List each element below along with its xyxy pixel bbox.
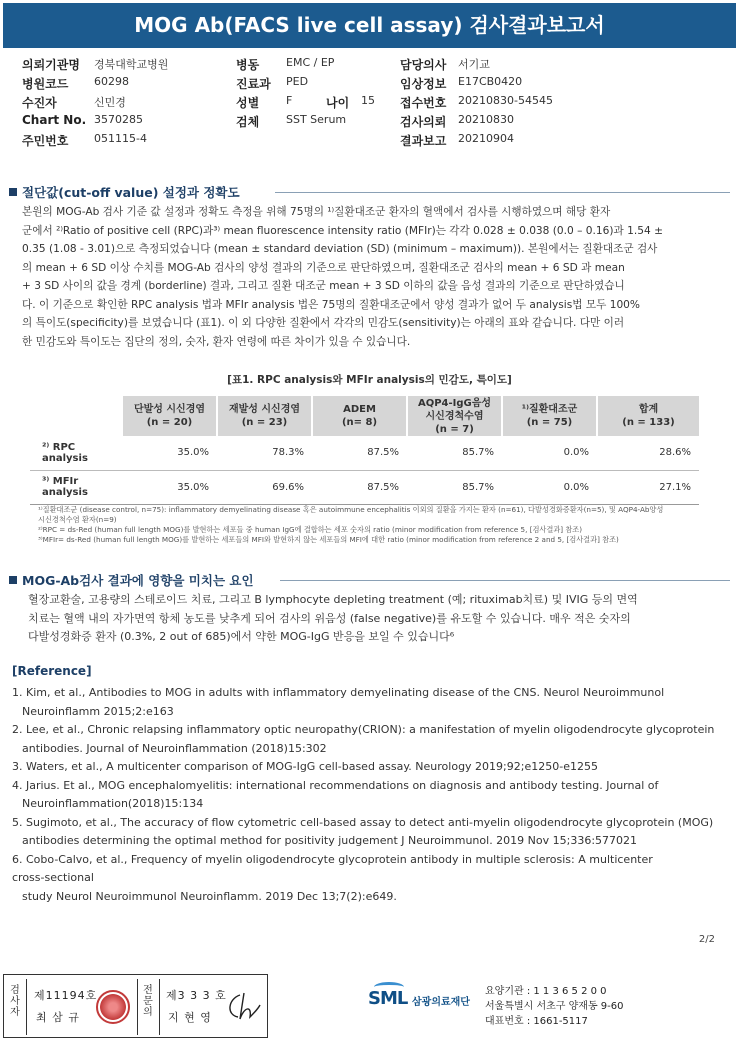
header-line: 합계 <box>638 404 659 415</box>
info-value: 3570285 <box>94 113 143 126</box>
reference-line: Neuroinflammation(2018)15:134 <box>22 797 204 810</box>
table-cell: 78.3% <box>217 436 312 470</box>
info-label: 접수번호 <box>400 96 447 110</box>
header-line: ¹⁾질환대조군 <box>521 404 578 415</box>
info-label: 수진자 <box>22 96 57 110</box>
section2-paragraph <box>28 591 722 647</box>
specialist-label <box>141 985 155 1018</box>
header-line: (n= 8) <box>341 417 378 428</box>
table-cell: 85.7% <box>407 470 502 504</box>
table-cell: 87.5% <box>312 470 407 504</box>
info-label: 담당의사 <box>400 58 447 72</box>
table-cell: 27.1% <box>597 470 699 504</box>
table-footnotes <box>38 505 718 545</box>
signature-box <box>3 974 268 1038</box>
reference-heading: [Reference] <box>12 664 92 678</box>
info-value: 20210904 <box>458 132 514 145</box>
paragraph-line: 의 mean + 6 SD 이상 수치를 MOG-Ab 검사의 양성 결과의 기준으로 판단하였으며, 질환대조군 검사의 mean + 6 SD 과 mean <box>22 261 625 274</box>
age-label: 나이 <box>326 96 350 110</box>
page-number: 2/2 <box>698 934 715 945</box>
reference-line: 6. Cobo-Calvo, et al., Frequency of myelin oligodendrocyte glycoprotein antibody in multiple sclerosis: A multicenter <box>12 852 653 866</box>
specialist-name: 지 현 영 <box>168 1011 212 1024</box>
reference-line: 1. Kim, et al., Antibodies to MOG in adults with inflammatory demyelinating disease of the CNS. Neurol Neuroimmunol <box>12 686 665 699</box>
table-header <box>217 396 312 436</box>
table-cell: 28.6% <box>597 436 699 470</box>
handwritten-signature-icon <box>224 989 264 1025</box>
reference-line: Neuroinflamm 2015;2:e163 <box>22 704 174 718</box>
info-label: 검사의뢰 <box>400 115 447 129</box>
reference-line: study Neurol Neuroimmunol Neuroinflamm. 2019 Dec 13;7(2):e649. <box>22 889 397 903</box>
info-row <box>22 132 722 151</box>
info-label: 결과보고 <box>400 134 447 148</box>
examiner-name: 최 삼 규 <box>36 1011 80 1024</box>
header-line: (n = 7) <box>435 423 474 435</box>
table-corner <box>30 396 122 436</box>
contact-info <box>485 984 624 1029</box>
info-value: 60298 <box>94 75 129 88</box>
specialist-license: 제3 3 3 호 <box>166 989 227 1002</box>
header-line: 재발성 시신경염 <box>228 404 301 415</box>
info-value: 051115-4 <box>94 132 147 145</box>
table-header <box>407 396 502 436</box>
footnote: 시신경척수염 환자(n=9) <box>38 515 117 524</box>
header-line: ADEM <box>343 404 376 415</box>
vertical-label-text: 검사자 <box>10 985 20 1018</box>
table-row <box>30 436 699 470</box>
section-heading-cutoff <box>9 183 240 201</box>
row-label: ²⁾ RPC analysis <box>30 436 122 470</box>
info-label: 병원코드 <box>22 77 69 91</box>
info-label: Chart No. <box>22 113 87 127</box>
section-divider <box>275 192 730 193</box>
examiner-license: 제11194호 <box>34 989 98 1002</box>
table-cell: 0.0% <box>502 436 597 470</box>
section-divider <box>280 580 730 581</box>
contact-line: 요양기관 : 1 1 3 6 5 2 0 0 <box>485 986 607 997</box>
info-label: 성별 <box>236 96 260 110</box>
paragraph-line: 치료는 혈액 내의 자가면역 항체 농도를 낮추게 되어 검사의 위음성 (false negative)를 유도할 수 있습니다. 매우 적은 숫자의 <box>28 611 631 625</box>
reference-line: 4. Jarius. Et al., MOG encephalomyelitis: international recommendations on diagnosis and antibody testing. Journal of <box>12 778 659 792</box>
signature-divider <box>159 979 160 1035</box>
paragraph-line: 군에서 ²⁾Ratio of positive cell (RPC)과³⁾ mean fluorescence intensity ratio (MFIr)는 각각 0.028 ± 0.038 (0.0 – 0.16)과 1.54 ± <box>22 224 663 237</box>
footnote: ¹⁾질환대조군 (disease control, n=75): inflammatory demyelinating disease 혹은 autoimmune encephalitis 이외의 질환을 가지는 환자 (n=61), 다발성경화증환자(n=5), 및 AQP4-Ab양성 <box>38 505 664 514</box>
info-label: 의뢰기관명 <box>22 58 80 72</box>
table-header-row <box>30 396 699 436</box>
info-row <box>22 113 722 132</box>
table-cell: 35.0% <box>122 470 217 504</box>
info-value: SST Serum <box>286 113 347 126</box>
contact-line: 서울특별시 서초구 양재동 9-60 <box>485 1001 624 1012</box>
paragraph-line: 한 민감도와 특이도는 집단의 정의, 숫자, 환자 연령에 따른 차이가 있을 수 있습니다. <box>22 335 411 348</box>
table-header <box>312 396 407 436</box>
info-label: 임상정보 <box>400 77 447 91</box>
paragraph-line: 0.35 (1.08 - 3.01)으로 측정되었습니다 (mean ± standard deviation (SD) (minimum – maximum)). 본원에서는 질환대조군 검사 <box>22 243 658 255</box>
info-value: 서기교 <box>458 58 490 71</box>
age-value: 15 <box>361 94 375 107</box>
signature-divider <box>137 979 138 1035</box>
paragraph-line: + 3 SD 사이의 값을 경계 (borderline) 결과, 그리고 질환 대조군 mean + 3 SD 이하의 값을 음성 결과의 기준으로 판단하였습니 <box>22 280 625 292</box>
bullet-square-icon <box>9 188 17 196</box>
report-title: MOG Ab(FACS live cell assay) 검사결과보고서 <box>134 13 605 37</box>
sml-logo <box>368 980 486 1024</box>
info-value: 20210830-54545 <box>458 94 553 107</box>
section1-paragraph <box>22 203 719 351</box>
section-heading-factors <box>9 571 254 589</box>
signature-divider <box>26 979 27 1035</box>
row-label: ³⁾ MFIr analysis <box>30 470 122 504</box>
reference-line: 2. Lee, et al., Chronic relapsing inflammatory optic neuropathy(CRION): a manifestation of myelin oligodendrocyte glycoprotein <box>12 723 715 736</box>
header-line: (n = 23) <box>241 417 288 428</box>
info-value: PED <box>286 75 309 88</box>
logo-org-name: 삼광의료재단 <box>412 997 470 1008</box>
examiner-label <box>8 985 22 1018</box>
paragraph-line: 혈장교환술, 고용량의 스테로이드 치료, 그리고 B lymphocyte depleting treatment (예; rituximab치료) 및 IVIG 등의 면역 <box>28 593 638 606</box>
table-header <box>122 396 217 436</box>
info-value: 경북대학교병원 <box>94 58 169 71</box>
info-label: 검체 <box>236 115 260 129</box>
info-value: 20210830 <box>458 113 514 126</box>
paragraph-line: 본원의 MOG-Ab 검사 기준 값 설정과 정확도 측정을 위해 75명의 ¹⁾질환대조군 환자의 혈액에서 검사를 시행하였으며 해당 환자 <box>22 206 611 218</box>
info-label: 병동 <box>236 58 260 72</box>
header-line: AQP4-IgG음성 <box>417 397 492 409</box>
info-label: 진료과 <box>236 77 271 91</box>
reference-line: cross-sectional <box>12 871 94 884</box>
header-line: 시신경척수염 <box>425 410 484 422</box>
info-value: F <box>286 94 293 107</box>
table-cell: 69.6% <box>217 470 312 504</box>
table-cell: 85.7% <box>407 436 502 470</box>
footnote: ³⁾MFIr= ds-Red (human full length MOG)를 발현하는 세포들의 MFI와 발현하지 않는 세포들의 MFI에 대한 ratio (minor modification from reference 2 and 5, [검사결과] 참조) <box>38 535 619 544</box>
section-heading-text: MOG-Ab검사 결과에 영향을 미치는 요인 <box>22 573 254 588</box>
report-title-bar <box>3 3 736 48</box>
info-label: 주민번호 <box>22 134 69 148</box>
table-header <box>597 396 699 436</box>
reference-list <box>12 684 727 906</box>
table-cell: 0.0% <box>502 470 597 504</box>
info-row <box>22 56 722 75</box>
header-line: 단발성 시신경염 <box>133 404 206 415</box>
section-heading-text: 절단값(cut-off value) 설정과 정확도 <box>22 185 240 200</box>
table-row <box>30 470 699 504</box>
table-title: [표1. RPC analysis와 MFIr analysis의 민감도, 특이도] <box>227 374 512 386</box>
header-line: (n = 20) <box>146 417 193 428</box>
paragraph-line: 다발성경화증 환자 (0.3%, 2 out of 685)에서 약한 MOG-IgG 반응을 보일 수 있습니다⁶ <box>28 630 455 643</box>
table-cell: 35.0% <box>122 436 217 470</box>
footnote: ²⁾RPC = ds-Red (human full length MOG)를 발현하는 세포들 중 human IgG에 결합하는 세포 숫자의 ratio (minor modification from reference 5, [검사결과] 참조) <box>38 525 583 534</box>
info-row <box>22 94 722 113</box>
header-line: (n = 133) <box>622 417 675 428</box>
seal-stamp-icon <box>96 990 130 1024</box>
header-line: (n = 75) <box>526 417 573 428</box>
vertical-label-text: 전문의 <box>143 985 153 1018</box>
report-footer <box>3 974 736 1038</box>
reference-line: antibodies determining the optimal method for positivity judgement J Neuroimmunol. 2019 Nov 15;336:577021 <box>22 834 638 847</box>
logo-mark: SML <box>368 988 408 1009</box>
reference-line: 5. Sugimoto, et al., The accuracy of flow cytometric cell-based assay to detect anti-myelin oligodendrocyte glycoprotein (MOG) <box>12 815 714 829</box>
patient-info <box>22 56 722 152</box>
contact-line: 대표번호 : 1661-5117 <box>485 1016 588 1027</box>
info-row <box>22 75 722 94</box>
bullet-square-icon <box>9 576 17 584</box>
table-cell: 87.5% <box>312 436 407 470</box>
info-value: EMC / EP <box>286 56 335 69</box>
paragraph-line: 다. 이 기준으로 확인한 RPC analysis 법과 MFIr analysis 법은 75명의 질환대조군에서 양성 결과가 없어 두 analysis법 모두 100% <box>22 298 640 311</box>
info-value: E17CB0420 <box>458 75 523 88</box>
paragraph-line: 의 특이도(specificity)를 보였습니다 (표1). 이 외 다양한 질환에서 각각의 민감도(sensitivity)는 아래의 표와 같습니다. 다만 이러 <box>22 317 625 329</box>
sensitivity-table <box>30 396 699 505</box>
reference-line: antibodies. Journal of Neuroinflammation (2018)15:302 <box>22 741 327 755</box>
reference-line: 3. Waters, et al., A multicenter comparison of MOG-IgG cell-based assay. Neurology 2019;92;e1250-e1255 <box>12 760 598 773</box>
info-value: 신민경 <box>94 96 126 109</box>
table-header <box>502 396 597 436</box>
